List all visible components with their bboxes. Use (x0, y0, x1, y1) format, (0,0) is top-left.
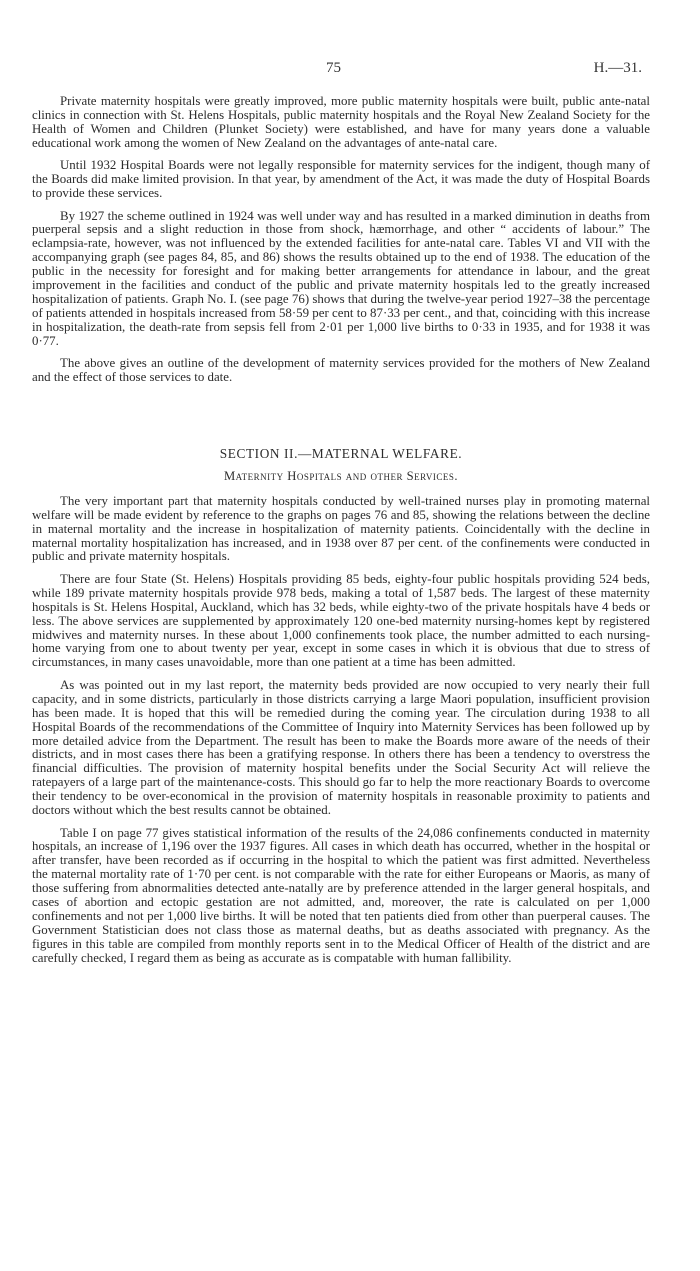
section-paragraph: Table I on page 77 gives statistical information of the results of the 24,086 confinements conducted in maternity hospitals, an increase of 1,196 over the 1937 figures. All cases in which death has occurred, whether in the hospital or after transfer, have been recorded as if occurring in the hospital to which the patient was first admitted. Nevertheless the maternal mortality rate of 1·70 per cent. is not comparable with the rate for either Europeans or Maoris, as many of those suffering from abnormalities detected ante-natally are by preference attended in the larger general hospitals, and cases of abortion and ectopic gestation are not admitted, and, moreover, the rate is calculated on per 1,000 confinements and not per 1,000 live births. It will be noted that ten patients died from other than puerperal causes. The Government Statistician does not class those as maternal deaths, but as deaths associated with pregnancy. As the figures in this table are compiled from monthly reports sent in to the Medical Officer of Health of the district and are carefully checked, I regard them as being as accurate as is compatable with human fallibility. (32, 825, 650, 965)
section-paragraph: The very important part that maternity hospitals conducted by well-trained nurses play in promoting maternal welfare will be made evident by reference to the graphs on pages 76 and 85, showing the relations between the decline in maternal mortality and the increase in hospitalization of maternity patients. Coincidentally with the decline in maternal mortality hospitalization has increased, and in 1938 over 87 per cent. of the confinements were conducted in public and private maternity hospitals. (32, 493, 650, 564)
page-number: 75 (326, 60, 341, 76)
section-paragraph: As was pointed out in my last report, the maternity beds provided are now occupied to very nearly their full capacity, and in some districts, particularly in those districts carrying a large Maori population, insufficient provision has been made. It is hoped that this will be remedied during the coming year. The circulation during 1938 to all Hospital Boards of the recommendations of the Committee of Inquiry into Maternity Services has been followed up by more detailed advice from the Department. The result has been to make the Boards more aware of the needs of their districts, and in most cases there has been a gratifying response. In others there has been a tendency to overstress the financial difficulties. The provision of maternity hospital benefits under the Social Security Act will relieve the ratepayers of a large part of the maintenance-costs. This should go far to help the more reactionary Boards to overcome their tendency to be over-economical in the provision of maternity hospitals in reasonable proximity to patients and doctors without which the best results cannot be obtained. (32, 677, 650, 818)
subsection-heading: Maternity Hospitals and other Services. (223, 468, 459, 483)
document-reference: H.—31. (593, 60, 642, 76)
section-paragraph: There are four State (St. Helens) Hospitals providing 85 beds, eighty-four public hospitals providing 524 beds, while 189 private maternity hospitals provide 978 beds, making a total of 1,587 beds. The largest of these maternity hospitals is St. Helens Hospital, Auckland, which has 32 beds, while eighty-two of the private hospitals have 4 beds or less. The above services are supplemented by approximately 120 one-bed maternity nursing-homes kept by registered midwives and maternity nurses. In these about 1,000 confinements took place, the number admitted to each nursing-home varying from one to about twenty per year, except in some cases in which it is obvious that due to stress of circumstances, in many cases unavoidable, more than one patient at a time has been admitted. (32, 571, 650, 670)
intro-paragraph: Until 1932 Hospital Boards were not legally responsible for maternity services for the indigent, though many of the Boards did make limited provision. In that year, by amendment of the Act, it was made the duty of Hospital Boards to provide these services. (32, 158, 650, 201)
intro-paragraph: Private maternity hospitals were greatly improved, more public maternity hospitals were built, public ante-natal clinics in connection with St. Helens Hospitals, public maternity hospitals and the Royal New Zealand Society for the Health of Women and Children (Plunket Society) were established, and have for many years done a valuable educational work among the women of New Zealand on the advantages of ante-natal care. (32, 94, 650, 150)
intro-paragraph: By 1927 the scheme outlined in 1924 was well under way and has resulted in a marked diminution in deaths from puerperal sepsis and a slight reduction in those from shock, hæmorrhage, and other “ accidents of labour.” The eclampsia-rate, however, was not influenced by the extended facilities for ante-natal care. Tables VI and VII with the accompanying graph (see pages 84, 85, and 86) shows the results obtained up to the end of 1938. The education of the public in the necessity for foresight and for making better arrangements for attendance in labour, and the great improvement in the facilities and conduct of the public and private maternity hospitals led to the greatly increased hospitalization of patients. Graph No. I. (see page 76) shows that during the twelve-year period 1927–38 the percentage of patients attended in hospitals increased from 58·59 per cent to 87·33 per cent., and that, coinciding with this increase in hospitalization, the death-rate from sepsis fell from 2·01 per 1,000 live births to 0·33 in 1935, and for 1938 it was 0·77. (32, 208, 650, 348)
page-body (32, 95, 650, 974)
page-header (0, 60, 700, 80)
intro-paragraph: The above gives an outline of the development of maternity services provided for the mothers of New Zealand and the effect of those services to date. (32, 356, 650, 385)
section-heading: SECTION II.—MATERNAL WELFARE. (219, 446, 463, 461)
